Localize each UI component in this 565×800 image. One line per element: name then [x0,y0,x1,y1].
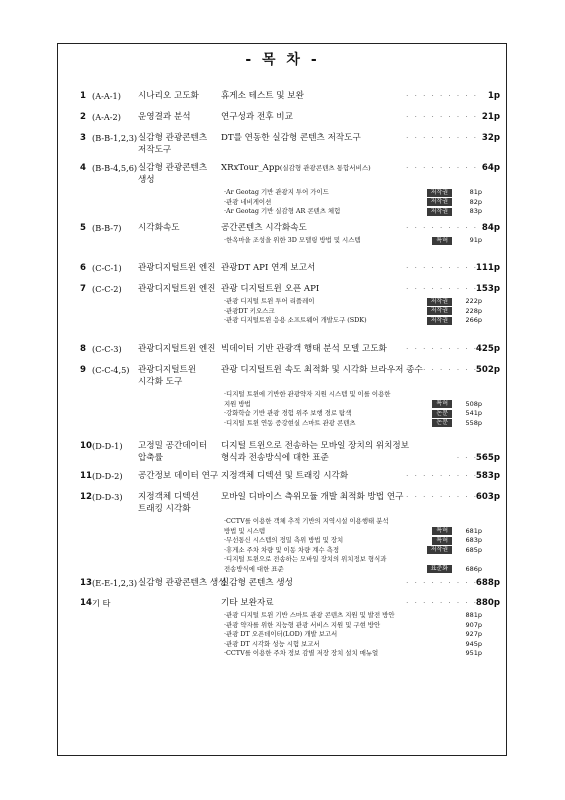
entry-title-cont: 형식과 전송방식에 대한 표준 [221,453,329,463]
toc-entry-row [80,132,500,144]
entry-number: 1 [80,91,86,101]
sub-item-list [224,390,482,428]
sub-item-text: ·휴게소 주차 차량 및 이동 차량 계수 측정 [224,545,340,554]
entry-code: (C-C-1) [92,263,122,273]
sub-item-page: 945p [465,639,482,648]
toc-entry-row [80,174,500,186]
sub-item[interactable] [224,198,482,208]
toc-entry-row [80,111,500,123]
toc-entry-row [80,343,500,355]
sub-item-page: 558p [465,418,482,427]
toc-entry[interactable] [80,491,500,574]
sub-item-text: ·관광 디지털트윈 응용 소프트웨어 개발도구 (SDK) [224,316,367,324]
sub-item-list [224,517,482,574]
entry-number: 12 [80,492,92,502]
entry-code: (D-D-1) [92,441,123,451]
entry-page: 583p [475,471,500,481]
entry-code: (B-B-4,5,6) [92,163,138,173]
sub-item[interactable] [224,517,482,527]
sub-item-text: ·관광DT 키오스크 [224,306,275,315]
entry-page: 153p [475,284,500,294]
sub-item[interactable] [224,419,482,429]
sub-item-text: ·관광 디지털 트윈 투어 리플레이 [224,297,315,305]
entry-page: 111p [475,263,500,273]
toc-entry[interactable] [80,597,500,659]
entry-code: (D-D-3) [92,492,123,502]
sub-item[interactable] [224,555,482,565]
toc-entry-row [80,90,500,102]
sub-item-text: ·한옥마을 조성을 위한 3D 모델링 방법 및 시스템 [224,236,361,244]
entry-page: 603p [475,492,500,502]
entry-title [221,262,315,274]
sub-item-page: 681p [465,526,482,535]
entry-title [221,132,361,144]
leader-dots: · · · · · · · · · [406,366,478,374]
toc-entry-row [80,452,500,464]
toc-entry-row [80,162,500,174]
entry-page: 21p [481,112,500,122]
entry-category: 관광디지털트윈 엔진 [138,344,216,354]
entry-title-text: 휴게소 테스트 및 보완 [221,91,304,101]
sub-item-text: ·Ar Geotag 기반 실감형 AR 콘텐츠 체험 [224,207,341,215]
sub-item[interactable] [224,527,482,537]
entry-code: (C-C-2) [92,284,122,294]
toc-entry-row [80,376,500,388]
sub-item-page: 927p [465,630,482,638]
sub-item[interactable] [224,536,482,546]
entry-page: 64p [481,163,500,173]
entry-number: 3 [80,133,86,143]
entry-number: 7 [80,284,86,294]
sub-item-badge: 저작권 [427,189,452,197]
entry-title [221,597,274,609]
sub-item-page: 83p [469,207,482,215]
sub-item-text: ·디지털 트윈 연동 증강현실 스마트 관광 콘텐츠 [224,418,356,427]
entry-page: 880p [475,598,500,608]
leader-dots: · · · [456,454,478,462]
sub-item-page: 907p [465,620,482,629]
leader-dots: · · · · · · · · · [406,224,478,232]
entry-number: 6 [80,263,86,273]
sub-item[interactable] [224,621,482,631]
sub-item[interactable] [224,297,482,307]
page-title: - 목 차 - [245,52,320,68]
entry-number: 10 [80,441,92,451]
entry-number: 2 [80,112,86,122]
sub-item-badge: 저작권 [427,546,452,554]
sub-item-text: 전송방식에 대한 표준 [224,564,284,573]
sub-item-text: ·관광 약자를 위한 지능형 관광 서비스 지원 및 구현 방안 [224,620,381,629]
toc-entry-row [80,364,500,376]
entry-code: (A-A-1) [92,91,121,101]
sub-item-page: 266p [465,316,482,324]
entry-code: 기 타 [92,598,111,608]
entry-title-text: 모바일 디바이스 측위모듈 개발 최적화 방법 연구 [221,492,404,502]
sub-item-list [224,611,482,659]
leader-dots: · · · · · · · · · [406,92,478,100]
entry-page: 565p [475,453,500,463]
leader-dots: · · · · · · · · · [406,164,478,172]
entry-title [221,162,371,174]
toc-entry-row [80,503,500,515]
entry-title [221,111,293,123]
sub-item[interactable] [224,649,482,659]
sub-item-text: ·관광 네비게이션 [224,197,272,206]
sub-item-text: ·CCTV를 이용한 객체 추적 기반의 지역시설 이용행태 분석 [224,517,389,525]
sub-item-text: ·디지털 트윈에 기반한 관광약자 지원 시스템 및 이를 이용한 [224,390,391,398]
sub-item-badge: 특허 [432,400,452,408]
sub-item-page: 685p [465,545,482,554]
leader-dots: · · · · · · · · · [406,493,478,501]
sub-item[interactable] [224,236,482,246]
entry-title-text: 관광DT API 연계 보고서 [221,263,316,273]
toc-entry-row [80,440,500,452]
leader-dots: · · · · · · · · · [406,264,478,272]
sub-item-page: 683p [465,536,482,544]
entry-code: (C-C-3) [92,344,122,354]
entry-page: 502p [475,365,500,375]
entry-title [221,283,319,295]
entry-title [221,440,409,452]
entry-title [221,222,307,234]
sub-item[interactable] [224,316,482,326]
entry-title-text: 기타 보완자료 [221,598,274,608]
sub-item-badge: 논문 [432,410,452,418]
sub-item-text: ·무선통신 시스템의 정밀 측위 방법 및 장치 [224,536,344,544]
sub-item[interactable] [224,188,482,198]
sub-item-badge: 저작권 [427,317,452,325]
sub-item[interactable] [224,307,482,317]
sub-item-badge: 저작권 [427,208,452,216]
toc-entry-row [80,470,500,482]
sub-item-badge: 저작권 [427,198,452,206]
sub-item[interactable] [224,565,482,575]
leader-dots: · · · · · · · · · [406,134,478,142]
toc-entry-row [80,491,500,503]
sub-item-text: ·관광 디지털 트윈 기반 스마트 관광 콘텐츠 지원 및 발전 방안 [224,611,395,619]
sub-item-page: 222p [465,297,482,305]
sub-item-text: ·Ar Geotag 기반 관광지 투어 가이드 [224,188,329,196]
sub-item-badge: 표준화 [427,565,452,573]
sub-item-badge: 특허 [432,527,452,535]
entry-category-cont: 시각화 도구 [138,377,183,387]
sub-item-list [224,236,482,246]
entry-category: 운영결과 분석 [138,112,191,122]
entry-title [221,364,423,376]
entry-category: 시나리오 고도화 [138,91,199,101]
entry-title-text: 연구성과 전후 비교 [221,112,293,122]
entry-category-cont: 압축률 [138,453,163,463]
entry-category-cont: 저작도구 [138,145,172,155]
entry-page: 425p [475,344,500,354]
toc-entry[interactable] [80,132,500,156]
entry-page: 32p [481,133,500,143]
entry-category: 지정객체 디텍션 [138,492,199,502]
entry-title [221,577,293,589]
entry-number: 4 [80,163,86,173]
toc-entry[interactable] [80,283,500,326]
entry-category: 공간정보 데이터 연구 [138,471,219,481]
toc-entry-row [80,262,500,274]
entry-number: 13 [80,578,92,588]
entry-code: (E-E-1,2,3) [92,578,138,588]
entry-page: 84p [481,223,500,233]
entry-code: (C-C-4,5) [92,365,130,375]
entry-number: 5 [80,223,86,233]
sub-item-page: 508p [465,399,482,408]
entry-title [221,491,403,503]
sub-item[interactable] [224,409,482,419]
toc-entry-row [80,597,500,609]
sub-item-badge: 특허 [432,237,452,245]
entry-title [221,343,387,355]
toc-entry[interactable] [80,470,500,482]
sub-item-page: 541p [465,409,482,417]
leader-dots: · · · · · · · · · [406,113,478,121]
entry-code: (A-A-2) [92,112,121,122]
toc-entry-row [80,222,500,234]
entry-title [221,470,348,482]
leader-dots: · · · · · · · · · [406,599,478,607]
sub-item-text: 지원 방법 [224,399,251,408]
toc-entry-row [80,283,500,295]
entry-title-text: 빅데이터 기반 관광객 행태 분석 모델 고도화 [221,344,387,354]
entry-category-cont: 생성 [138,175,155,185]
entry-code: (B-B-7) [92,223,122,233]
entry-title-text: 관광 디지털트윈 속도 최적화 및 시각화 브라우저 종수 [221,365,423,375]
sub-item[interactable] [224,400,482,410]
sub-item-page: 881p [465,611,482,619]
leader-dots: · · · · · · · · · [406,285,478,293]
entry-code: (B-B-1,2,3) [92,133,138,143]
entry-title [221,90,304,102]
sub-item-list [224,188,482,217]
entry-number: 8 [80,344,86,354]
sub-item-page: 82p [469,197,482,206]
sub-item[interactable] [224,390,482,400]
toc-entry[interactable] [80,222,500,246]
entry-title-text: 공간콘텐츠 시각화속도 [221,223,307,233]
entry-category: 관광디지털트윈 엔진 [138,284,216,294]
entry-page: 688p [475,578,500,588]
toc-entry[interactable] [80,343,500,355]
leader-dots: · · · · · · · · · [406,472,478,480]
toc-entry[interactable] [80,90,500,102]
sub-item[interactable] [224,546,482,556]
entry-category-cont: 트래킹 시각화 [138,504,191,514]
entry-title-text: 디지털 트윈으로 전송하는 모바일 장치의 위치정보 [221,441,409,451]
sub-item-badge: 논문 [432,419,452,427]
sub-item-text: ·CCTV를 이용한 주차 정보 감별 저장 장치 설치 매뉴얼 [224,649,379,657]
sub-item[interactable] [224,630,482,640]
sub-item-page: 91p [469,236,482,244]
sub-item-text: ·관광 DT 오픈데이터(LOD) 개발 보고서 [224,630,338,638]
entry-title-note: (실감형 관광콘텐츠 통합서비스) [279,164,371,172]
toc-entry[interactable] [80,577,500,589]
sub-item-page: 81p [469,188,482,196]
entry-title-text: 실감형 콘텐츠 생성 [221,578,293,588]
sub-item[interactable] [224,640,482,650]
entry-title-text: XRxTour_App [221,163,280,173]
sub-item-text: ·관광 DT 시각화 성능 시험 보고서 [224,639,320,648]
entry-code: (D-D-2) [92,471,123,481]
entry-category: 실감형 관광콘텐츠 [138,133,208,143]
entry-category: 실감형 관광콘텐츠 생성 [138,578,227,588]
leader-dots: · · · · · · · · · [406,345,478,353]
entry-category: 관광디지털트윈 엔진 [138,263,216,273]
toc-entry-row [80,144,500,156]
toc-entry[interactable] [80,262,500,274]
entry-number: 11 [80,471,92,481]
toc-entry-row [80,577,500,589]
sub-item-page: 686p [465,564,482,573]
sub-item[interactable] [224,611,482,621]
sub-item-list [224,297,482,326]
sub-item-badge: 저작권 [427,298,452,306]
toc-entry[interactable] [80,440,500,464]
entry-category: 실감형 관광콘텐츠 [138,163,208,173]
toc-entry[interactable] [80,111,500,123]
entry-title-text: 관광 디지털트윈 오픈 API [221,284,320,294]
entry-number: 14 [80,598,92,608]
entry-category: 고정밀 공간데이터 [138,441,208,451]
sub-item-text: ·디지털 트윈으로 전송하는 모바일 장치의 위치정보 형식과 [224,555,387,563]
entry-title-text: 지정객체 디텍션 및 트래킹 시각화 [221,471,349,481]
sub-item-text: ·강화학습 기반 관광 경험 위주 보행 경로 탐색 [224,409,352,417]
sub-item-page: 228p [465,306,482,315]
entry-title-text: DT를 연동한 실감형 콘텐츠 저작도구 [221,133,361,143]
sub-item[interactable] [224,207,482,217]
sub-item-text: 방법 및 시스템 [224,526,266,535]
leader-dots: · · · · · · · · · [406,579,478,587]
entry-category: 관광디지털트윈 [138,365,197,375]
sub-item-page: 951p [465,649,482,657]
sub-item-badge: 저작권 [427,307,452,315]
toc-entry[interactable] [80,162,500,217]
entry-category: 시각화속도 [138,223,180,233]
toc-entry[interactable] [80,364,500,428]
sub-item-badge: 특허 [432,537,452,545]
entry-number: 9 [80,365,86,375]
entry-page: 1p [487,91,500,101]
